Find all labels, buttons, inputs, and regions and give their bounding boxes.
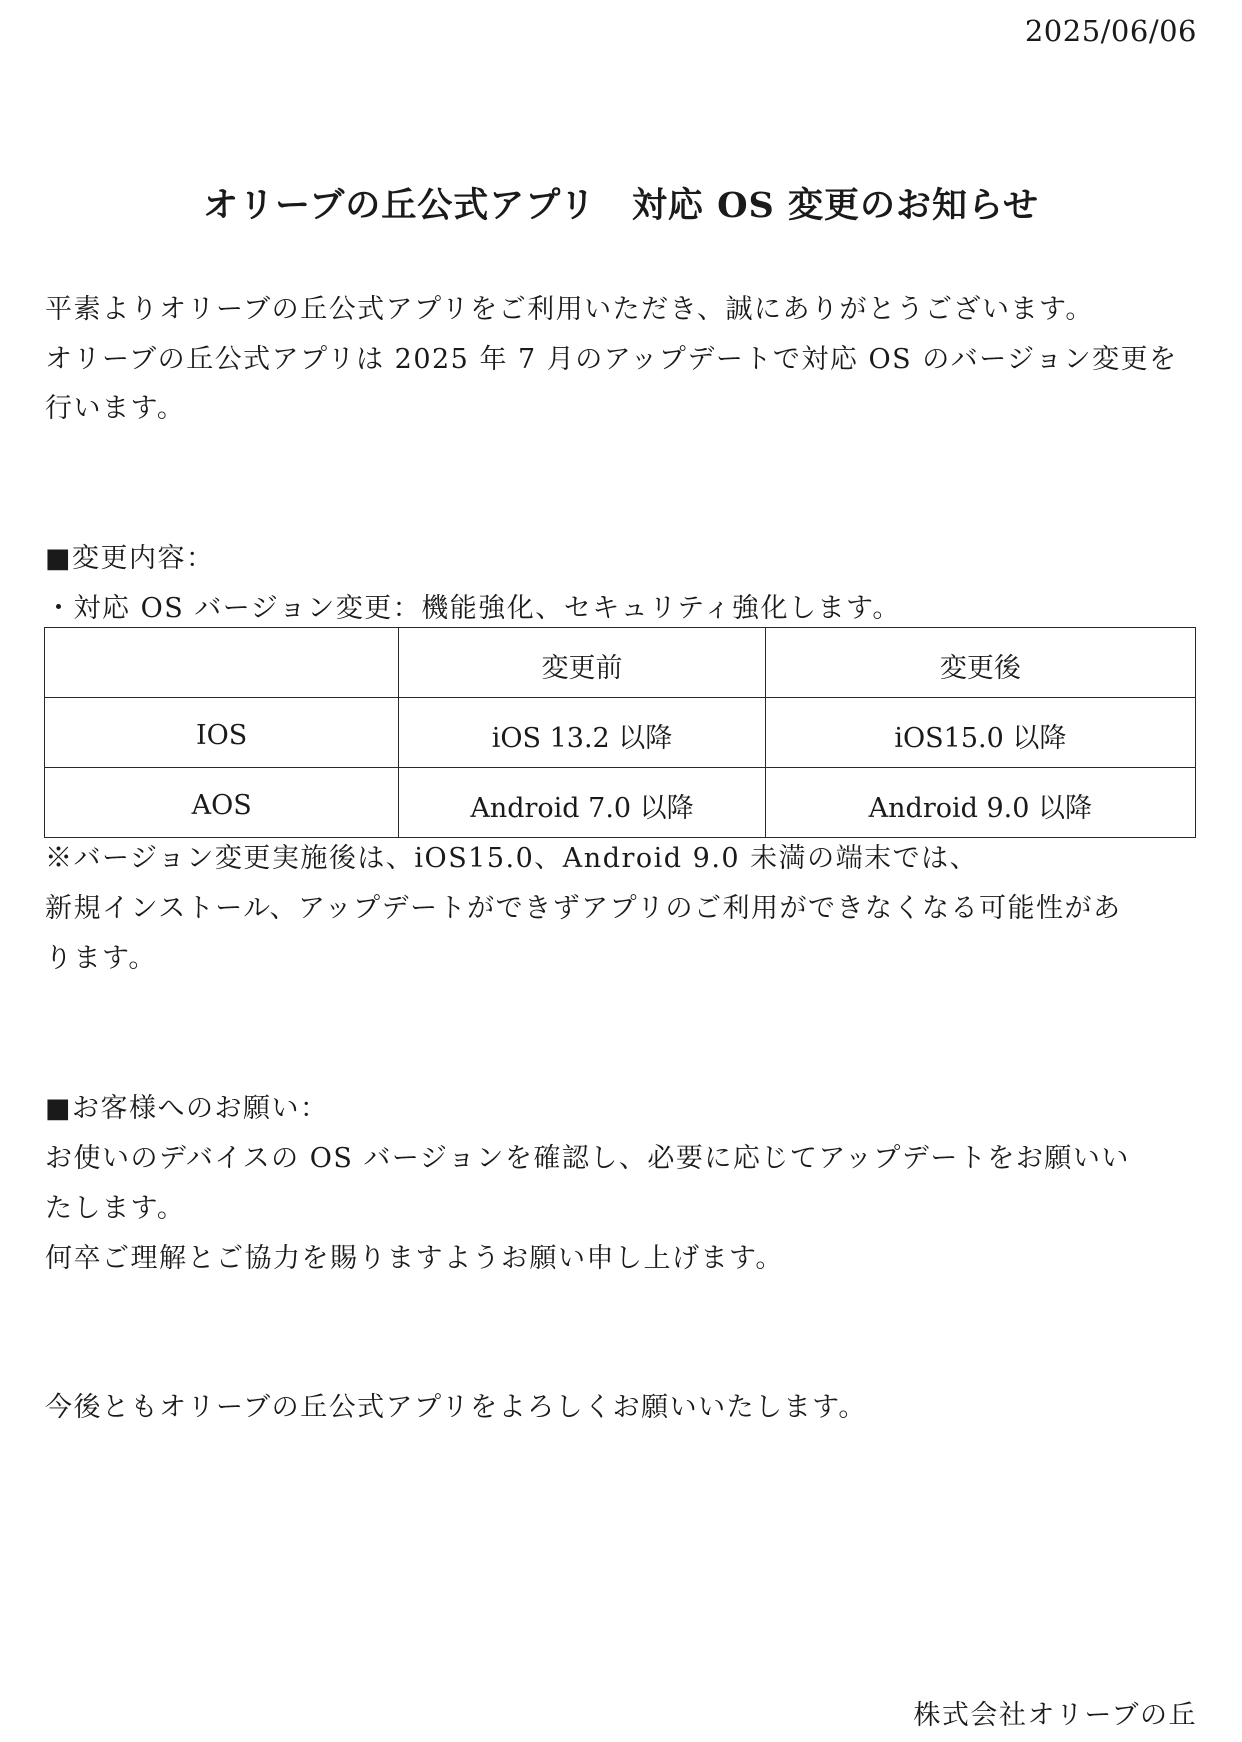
document-date: 2025/06/06: [1024, 14, 1197, 48]
table-cell: iOS 13.2 以降: [399, 698, 765, 768]
table-header-row: [45, 628, 1196, 698]
table-cell: AOS: [45, 768, 399, 838]
request-line-3: 何卒ご理解とご協力を賜りますようお願い申し上げます。: [45, 1243, 784, 1274]
table-cell: Android 7.0 以降: [399, 768, 765, 838]
os-version-table: [44, 627, 1196, 838]
intro-line-1: 平素よりオリーブの丘公式アプリをご利用いただき、誠にありがとうございます。: [45, 294, 1094, 325]
document-title: オリーブの丘公式アプリ 対応 OS 変更のお知らせ: [203, 185, 1039, 226]
request-line-1: お使いのデバイスの OS バージョンを確認し、必要に応じてアップデートをお願いい: [45, 1143, 1130, 1174]
table-header-cell: 変更前: [399, 628, 765, 698]
request-line-2: たします。: [45, 1193, 186, 1224]
closing-line: 今後ともオリーブの丘公式アプリをよろしくお願いいたします。: [45, 1392, 867, 1423]
changes-heading: ■変更内容：: [45, 543, 215, 574]
table-row: [45, 698, 1196, 768]
table-cell: IOS: [45, 698, 399, 768]
changes-bullet: ・対応 OS バージョン変更：機能強化、セキュリティ強化します。: [45, 593, 901, 624]
intro-line-3: 行います。: [45, 393, 186, 424]
table-cell: Android 9.0 以降: [765, 768, 1195, 838]
company-signature: 株式会社オリーブの丘: [913, 1700, 1197, 1731]
request-heading: ■お客様へのお願い：: [45, 1093, 329, 1124]
note-line-2: 新規インストール、アップデートができずアプリのご利用ができなくなる可能性があ: [45, 893, 1122, 924]
table-row: [45, 768, 1196, 838]
note-line-3: ります。: [45, 943, 157, 974]
table-header-cell: 変更後: [765, 628, 1195, 698]
note-line-1: ※バージョン変更実施後は、iOS15.0、Android 9.0 未満の端末では、: [45, 843, 979, 874]
table-cell: iOS15.0 以降: [765, 698, 1195, 768]
intro-line-2: オリーブの丘公式アプリは 2025 年 7 月のアップデートで対応 OS のバージョン変更を: [45, 344, 1178, 375]
table-header-cell: [45, 628, 399, 698]
